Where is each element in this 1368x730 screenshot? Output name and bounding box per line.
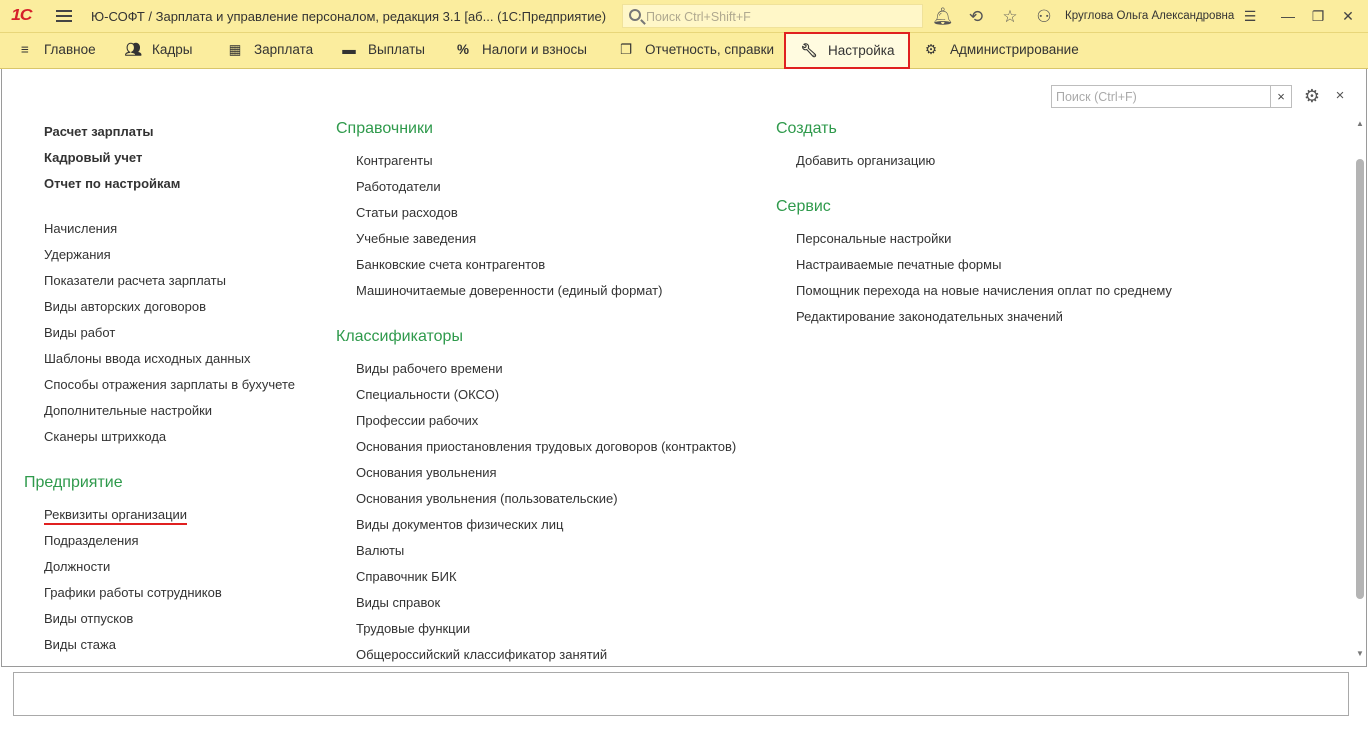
window-menu-icon[interactable]: ☰	[1243, 8, 1257, 24]
link-author-contract-types[interactable]: Виды авторских договоров	[44, 299, 207, 314]
link-settings-report[interactable]: Отчет по настройкам	[44, 176, 181, 191]
link-counterparties[interactable]: Контрагенты	[356, 153, 433, 168]
link-contract-suspension-grounds[interactable]: Основания приостановления трудовых договоров (контрактов)	[356, 439, 737, 454]
section-taxes[interactable]: % Налоги и взносы	[454, 33, 587, 69]
bell-icon[interactable]: 🔔︎	[932, 7, 954, 26]
bottom-messages-area	[13, 672, 1349, 716]
link-average-pay-assistant[interactable]: Помощник перехода на новые начисления оплат по среднему	[796, 283, 1172, 298]
link-occupations-classifier[interactable]: Общероссийский классификатор занятий	[356, 647, 608, 662]
favorites-star-icon[interactable]: ☆	[1002, 7, 1018, 26]
restore-icon[interactable]: ❐	[1311, 8, 1325, 24]
directories-group-header: Справочники	[336, 120, 433, 137]
vertical-scrollbar[interactable]	[1355, 119, 1365, 664]
settings-panel	[1, 69, 1367, 667]
window-title: Ю-СОФТ / Зарплата и управление персоналом, редакция 3.1 [аб... (1С:Предприятие)	[91, 9, 607, 24]
history-icon[interactable]: ⟲	[968, 7, 984, 26]
percent-icon: %	[456, 42, 469, 57]
wallet-icon: ▬	[342, 42, 356, 57]
section-reports[interactable]: ❐ Отчетность, справки	[617, 33, 774, 69]
gear-icon: ⚙	[924, 42, 938, 57]
link-employers[interactable]: Работодатели	[356, 179, 441, 194]
link-work-schedules[interactable]: Графики работы сотрудников	[44, 585, 222, 600]
link-educational-institutions[interactable]: Учебные заведения	[356, 231, 477, 246]
organization-details-label: Реквизиты организации	[44, 507, 187, 525]
service-group-header: Сервис	[776, 198, 831, 215]
link-id-document-types[interactable]: Виды документов физических лиц	[356, 517, 564, 532]
panel-search-input[interactable]: Поиск (Ctrl+F)	[1051, 85, 1271, 108]
link-counterparty-bank-accounts[interactable]: Банковские счета контрагентов	[356, 257, 546, 272]
link-departments[interactable]: Подразделения	[44, 533, 139, 548]
link-custom-print-forms[interactable]: Настраиваемые печатные формы	[796, 257, 1002, 272]
section-administration[interactable]: ⚙ Администрирование	[922, 33, 1079, 69]
scroll-up-arrow-icon[interactable]: ▲	[1356, 119, 1364, 128]
section-main[interactable]: ≡ Главное	[16, 33, 96, 69]
title-bar	[0, 0, 1368, 33]
classifiers-group-header: Классификаторы	[336, 328, 463, 345]
link-organization-details[interactable]	[44, 507, 187, 522]
link-input-templates[interactable]: Шаблоны ввода исходных данных	[44, 351, 251, 366]
panel-close-icon[interactable]: ×	[1335, 87, 1345, 104]
clear-search-icon[interactable]: ×	[1270, 85, 1292, 108]
link-vacation-types[interactable]: Виды отпусков	[44, 611, 134, 626]
wrench-icon: 🔧︎	[800, 43, 818, 58]
menu-icon: ≡	[21, 42, 29, 57]
search-icon	[629, 9, 641, 21]
current-user-name[interactable]: Круглова Ольга Александровна	[1065, 10, 1235, 22]
link-dismissal-grounds-custom[interactable]: Основания увольнения (пользовательские)	[356, 491, 618, 506]
link-worker-professions[interactable]: Профессии рабочих	[356, 413, 479, 428]
link-specialties-okso[interactable]: Специальности (ОКСО)	[356, 387, 500, 402]
link-additional-settings[interactable]: Дополнительные настройки	[44, 403, 213, 418]
link-add-organization[interactable]: Добавить организацию	[796, 153, 936, 168]
link-currencies[interactable]: Валюты	[356, 543, 405, 558]
link-payroll-indicators[interactable]: Показатели расчета зарплаты	[44, 273, 226, 288]
create-group-header: Создать	[776, 120, 837, 137]
link-certificate-types[interactable]: Виды справок	[356, 595, 441, 610]
minimize-icon[interactable]: —	[1281, 8, 1295, 24]
link-barcode-scanners[interactable]: Сканеры штрихкода	[44, 429, 167, 444]
link-deductions[interactable]: Удержания	[44, 247, 111, 262]
close-window-icon[interactable]: ✕	[1342, 8, 1354, 24]
link-salary-accounting-methods[interactable]: Способы отражения зарплаты в бухучете	[44, 377, 295, 392]
user-icon[interactable]: ⚇	[1036, 7, 1052, 26]
calculator-icon: ▦	[228, 42, 242, 57]
app-logo[interactable]: 1С	[11, 7, 32, 24]
people-icon: 👥︎	[124, 42, 142, 57]
link-legislative-values[interactable]: Редактирование законодательных значений	[796, 309, 1063, 324]
section-salary[interactable]: ▦ Зарплата	[226, 33, 313, 69]
link-hr-accounting[interactable]: Кадровый учет	[44, 150, 143, 165]
section-payments[interactable]: ▬ Выплаты	[340, 33, 425, 69]
sections-panel	[0, 33, 1368, 69]
link-labor-functions[interactable]: Трудовые функции	[356, 621, 471, 636]
documents-icon: ❐	[619, 42, 633, 57]
link-working-time-types[interactable]: Виды рабочего времени	[356, 361, 503, 376]
link-expense-items[interactable]: Статьи расходов	[356, 205, 458, 220]
enterprise-group-header: Предприятие	[24, 474, 123, 491]
link-personal-settings[interactable]: Персональные настройки	[796, 231, 952, 246]
link-payroll-calculation[interactable]: Расчет зарплаты	[44, 124, 154, 139]
link-dismissal-grounds[interactable]: Основания увольнения	[356, 465, 497, 480]
link-accruals[interactable]: Начисления	[44, 221, 118, 236]
global-search-placeholder: Поиск Ctrl+Shift+F	[646, 10, 751, 24]
scroll-down-arrow-icon[interactable]: ▼	[1356, 649, 1364, 658]
link-machine-readable-poa[interactable]: Машиночитаемые доверенности (единый формат)	[356, 283, 663, 298]
section-personnel[interactable]: 👥︎ Кадры	[124, 33, 192, 69]
panel-settings-gear-icon[interactable]: ⚙	[1303, 86, 1321, 106]
scrollbar-thumb[interactable]	[1356, 159, 1364, 599]
main-menu-icon[interactable]	[56, 10, 72, 22]
global-search-input[interactable]	[622, 4, 923, 28]
link-bik-directory[interactable]: Справочник БИК	[356, 569, 457, 584]
section-settings[interactable]: 🔧︎ Настройка	[784, 32, 910, 69]
link-positions[interactable]: Должности	[44, 559, 111, 574]
link-experience-types[interactable]: Виды стажа	[44, 637, 116, 652]
link-work-types[interactable]: Виды работ	[44, 325, 116, 340]
